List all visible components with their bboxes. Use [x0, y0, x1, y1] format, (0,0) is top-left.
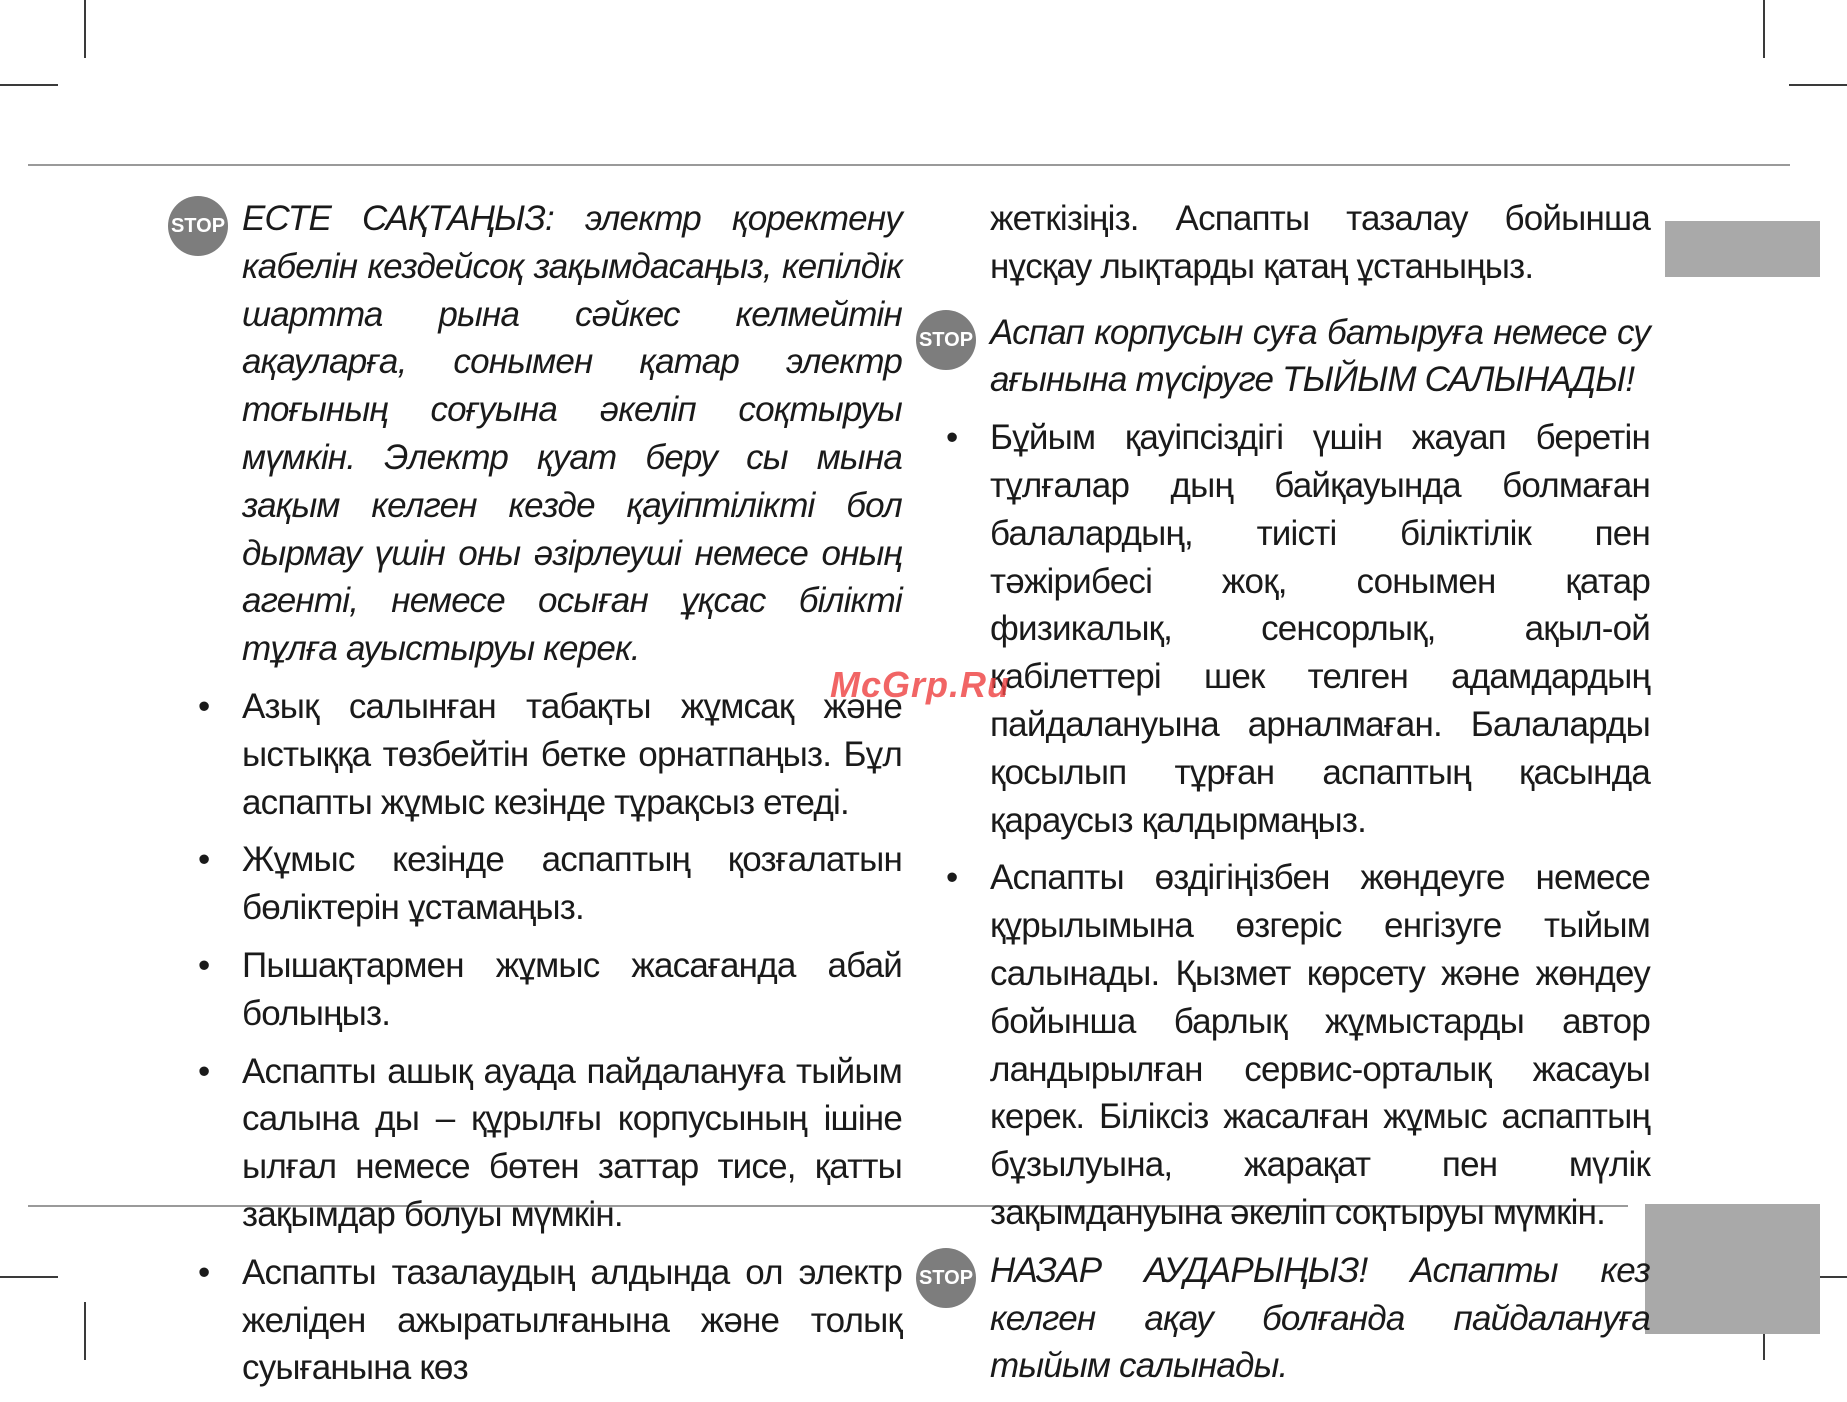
crop-mark-bl-vertical	[84, 1302, 86, 1360]
list-item	[946, 854, 1650, 1236]
list-item	[198, 683, 902, 826]
stop-icon: STOP	[916, 310, 976, 370]
warning-paragraph	[918, 309, 1650, 405]
warning-paragraph	[918, 1247, 1650, 1390]
stop-icon: STOP	[168, 196, 228, 256]
stop-icon: STOP	[916, 1248, 976, 1308]
continued-paragraph	[990, 195, 1650, 291]
list-item	[198, 1048, 902, 1239]
top-rule	[28, 164, 1790, 166]
bullet-icon: •	[198, 1051, 210, 1091]
list-item-text: Жұмыс кезінде аспаптың қозғалатын бөліктерін ұстамаңыз.	[242, 840, 902, 928]
warning-text: ЕСТЕ САҚТАҢЫЗ: электр қоректену кабелін кездейсоқ зақымдасаңыз, кепілдік шартта рына сәйкес келмейтін ақауларға, сонымен қатар электр тоғының соғуына әкеліп соқтыруы мүмкін. Электр қуат беру сы мына зақым келген кезде қауіптілікті бол дырмау үшін оны әзірлеуші немесе оның агенті, немесе осыған ұқсас білікті тұлға ауыстыруы керек.	[242, 199, 902, 669]
section-tab	[1665, 221, 1820, 277]
bullet-icon: •	[946, 418, 958, 458]
bullet-icon: •	[198, 686, 210, 726]
crop-mark-bl-horizontal	[0, 1276, 58, 1278]
list-item	[198, 942, 902, 1038]
warning-paragraph	[170, 195, 902, 673]
list-item-text: Азық салынған табақты жұмсақ және ыстыққа төзбейтін бетке орнатпаңыз. Бұл аспапты жұмыс кезінде тұрақсыз етеді.	[242, 686, 902, 822]
crop-mark-tr-horizontal	[1789, 84, 1847, 86]
bullet-icon: •	[198, 945, 210, 985]
list-item-text: Аспапты тазалаудың алдында ол электр желіден ажыратылғанына және толық суығанына көз	[242, 1252, 902, 1388]
bullet-icon: •	[946, 858, 958, 898]
continued-text: жеткізіңіз. Аспапты тазалау бойынша нұсқау лықтарды қатаң ұстаныңыз.	[990, 199, 1650, 286]
list-item-text: Пышақтармен жұмыс жасағанда абай болыңыз.	[242, 945, 902, 1033]
list-item	[198, 1249, 902, 1392]
list-item-text: Аспапты ашық ауада пайдалануға тыйым салына ды – құрылғы корпусының ішіне ылғал немесе бөтен заттар тисе, қатты зақымдар болуы мүмкін.	[242, 1051, 902, 1234]
warning-text: НАЗАР АУДАРЫҢЫЗ! Аспапты кез келген ақау болғанда пайдалануға тыйым салынады.	[990, 1250, 1650, 1386]
warning-text: Аспап корпусын суға батыруға немесе су ағынына түсіруге ТЫЙЫМ САЛЫНАДЫ!	[990, 312, 1650, 400]
page-number-tab	[1645, 1204, 1820, 1334]
bullet-icon: •	[198, 1252, 210, 1292]
watermark-text: McGrp.Ru	[830, 664, 1011, 705]
list-item	[198, 836, 902, 932]
list-item-text: Бұйым қауіпсіздігі үшін жауап беретін тұлғалар дың байқауында болмаған балалардың, тиісті біліктілік пен тәжірибесі жоқ, сонымен қатар физикалық, сенсорлық, ақыл-ой қабілеттері шек телген адамдардың пайдалануына арналмаған. Балаларды қосылып тұрған аспаптың қасында қараусыз қалдырмаңыз.	[990, 418, 1650, 840]
bullet-icon: •	[198, 840, 210, 880]
crop-mark-tl-vertical	[84, 0, 86, 58]
left-column	[170, 195, 902, 1402]
crop-mark-tl-horizontal	[0, 84, 58, 86]
list-item	[946, 414, 1650, 844]
crop-mark-tr-vertical	[1763, 0, 1765, 58]
list-item-text: Аспапты өздігіңізбен жөндеуге немесе құрылымына өзгеріс енгізуге тыйым салынады. Қызмет көрсету және жөндеу бойынша барлық жұмыстарды автор ландырылған сервис-орталық жасауы керек. Біліксіз жасалған жұмыс аспаптың бұзылуына, жарақат пен мүлік зақымдануына әкеліп соқтыруы мүмкін.	[990, 858, 1650, 1232]
